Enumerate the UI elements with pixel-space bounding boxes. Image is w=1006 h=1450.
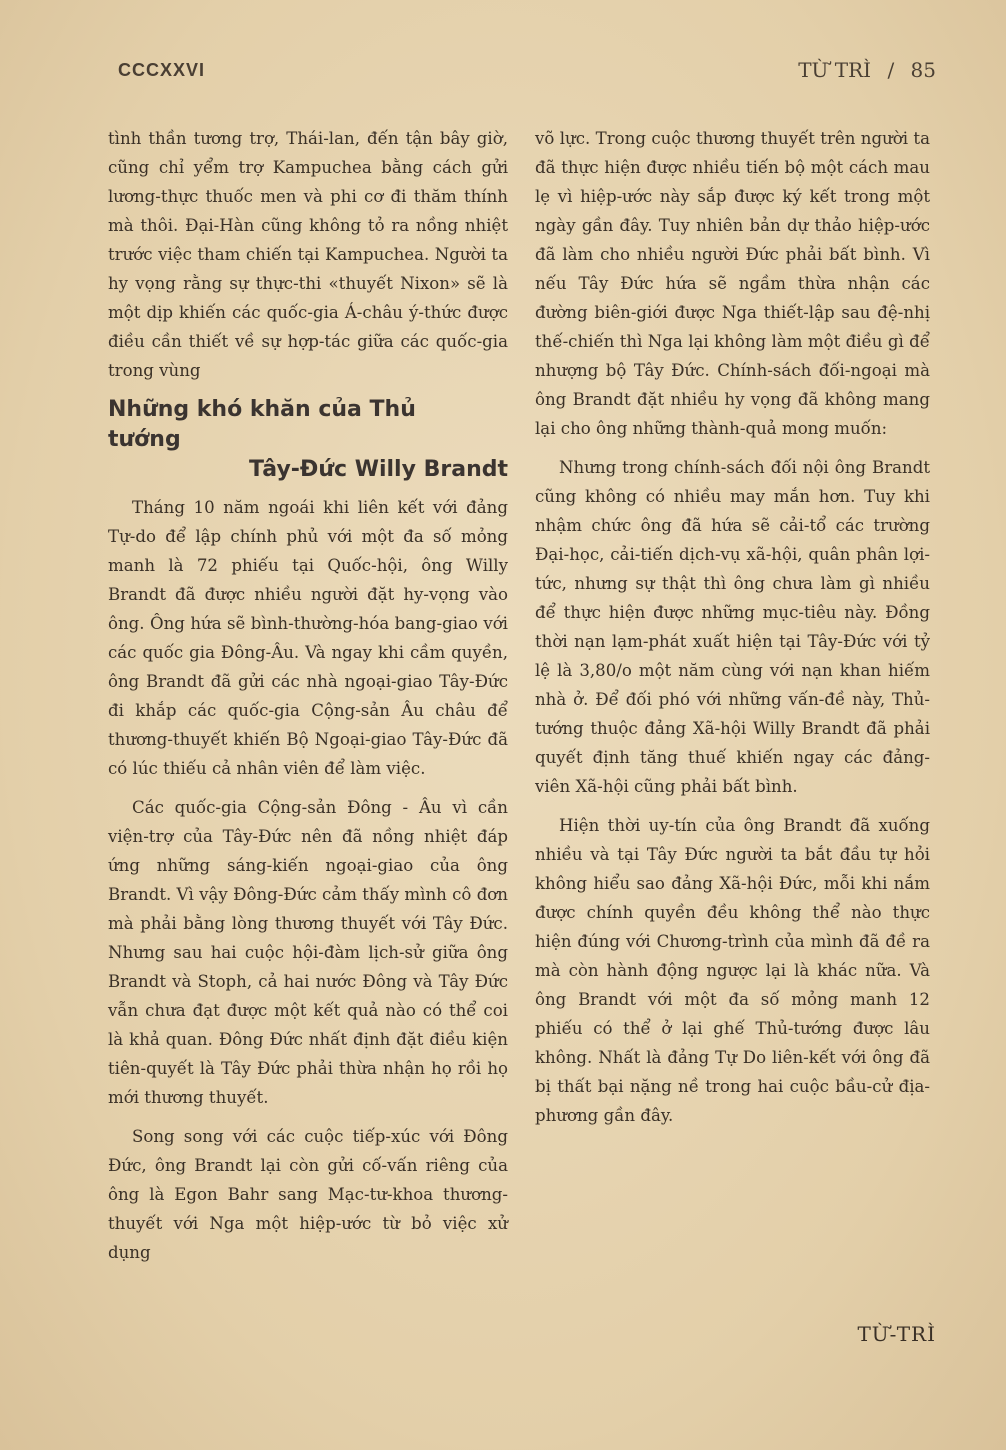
section-number: CCCXXVI — [118, 60, 206, 80]
header-separator: / — [887, 58, 895, 82]
paragraph: Hiện thời uy-tín của ông Brandt đã xuống nhiều và tại Tây Đức người ta bắt đầu tự hỏi không hiểu sao đảng Xã-hội Đức, mỗi khi nắm được chính quyền đều không thể nào thực hiện đúng với Chương-trình của mình đã đề ra mà còn hành động ngược lại là khác nữa. Và ông Brandt với một đa số mỏng manh 12 phiếu có thể ở lại ghế Thủ-tướng được lâu không. Nhất là đảng Tự Do liên-kết với ông đã bị thất bại nặng nề trong hai cuộc bầu-cử địa-phương gần đây. — [535, 816, 930, 1125]
left-column — [108, 124, 508, 1277]
paragraph: võ lực. Trong cuộc thương thuyết trên người ta đã thực hiện được nhiều tiến bộ một cách mau lẹ vì hiệp-ước này sắp được ký kết trong một ngày gần đây. Tuy nhiên bản dự thảo hiệp-ước đã làm cho nhiều người Đức phải bất bình. Vì nếu Tây Đức hứa sẽ ngầm thừa nhận các đường biên-giới được Nga thiết-lập sau đệ-nhị thế-chiến thì Nga lại không làm một điều gì để nhượng bộ Tây Đức. Chính-sách đối-ngoại mà ông Brandt đặt nhiều hy vọng đã không mang lại cho ông những thành-quả mong muốn: — [535, 129, 930, 438]
magazine-name: TỪ TRÌ — [798, 58, 872, 82]
right-column — [535, 124, 930, 1140]
paragraph: Tháng 10 năm ngoái khi liên kết với đảng Tự-do để lập chính phủ với một đa số mỏng manh là 72 phiếu tại Quốc-hội, ông Willy Brandt đã được nhiều người đặt hy-vọng vào ông. Ông hứa sẽ bình-thường-hóa bang-giao với các quốc gia Đông-Âu. Và ngay khi cầm quyền, ông Brandt đã gửi các nhà ngoại-giao Tây-Đức đi khắp các quốc-gia Cộng-sản Âu châu để thương-thuyết khiến Bộ Ngoại-giao Tây-Đức đã có lúc thiếu cả nhân viên để làm việc. — [108, 498, 508, 778]
heading-line-1: Những khó khăn của Thủ tướng — [108, 397, 416, 452]
article-heading — [108, 395, 508, 485]
page-number: 85 — [910, 58, 936, 82]
paragraph: Các quốc-gia Cộng-sản Đông - Âu vì cần viện-trợ của Tây-Đức nên đã nồng nhiệt đáp ứng những sáng-kiến ngoại-giao của ông Brandt. Vì vậy Đông-Đức cảm thấy mình cô đơn mà phải bằng lòng thương thuyết với Tây Đức. Nhưng sau hai cuộc hội-đàm lịch-sử giữa ông Brandt và Stoph, cả hai nước Đông và Tây Đức vẫn chưa đạt được một kết quả nào có thể coi là khả quan. Đông Đức nhất định đặt điều kiện tiên-quyết là Tây Đức phải thừa nhận họ rồi họ mới thương thuyết. — [108, 798, 508, 1107]
intro-paragraph: tình thần tương trợ, Thái-lan, đến tận bây giờ, cũng chỉ yểm trợ Kampuchea bằng cách gửi lương-thực thuốc men và phi cơ đi thăm thính mà thôi. Đại-Hàn cũng không tỏ ra nồng nhiệt trước việc tham chiến tại Kampuchea. Người ta hy vọng rằng sự thực-thi «thuyết Nixon» sẽ là một dịp khiến các quốc-gia Á-châu ý-thức được điều cần thiết về sự hợp-tác giữa các quốc-gia trong vùng — [108, 129, 508, 380]
paragraph: Song song với các cuộc tiếp-xúc với Đông Đức, ông Brandt lại còn gửi cố-vấn riêng của ông là Egon Bahr sang Mạc-tư-khoa thương-thuyết với Nga một hiệp-ước từ bỏ việc xử dụng — [108, 1127, 508, 1262]
page-header — [118, 58, 936, 88]
author-signature: TỪ-TRÌ — [857, 1322, 936, 1346]
heading-line-2: Tây-Đức Willy Brandt — [249, 457, 508, 482]
paragraph: Nhưng trong chính-sách đối nội ông Brandt cũng không có nhiều may mắn hơn. Tuy khi nhậm chức ông đã hứa sẽ cải-tổ các trường Đại-học, cải-tiến dịch-vụ xã-hội, quân phân lợi-tức, nhưng sự thật thì ông chưa làm gì nhiều để thực hiện được những mục-tiêu này. Đồng thời nạn lạm-phát xuất hiện tại Tây-Đức với tỷ lệ là 3,80/o một năm cùng với nạn khan hiếm nhà ở. Để đối phó với những vấn-đề này, Thủ-tướng thuộc đảng Xã-hội Willy Brandt đã phải quyết định tăng thuế khiến ngay các đảng-viên Xã-hội cũng phải bất bình. — [535, 458, 930, 796]
running-head — [788, 58, 936, 82]
